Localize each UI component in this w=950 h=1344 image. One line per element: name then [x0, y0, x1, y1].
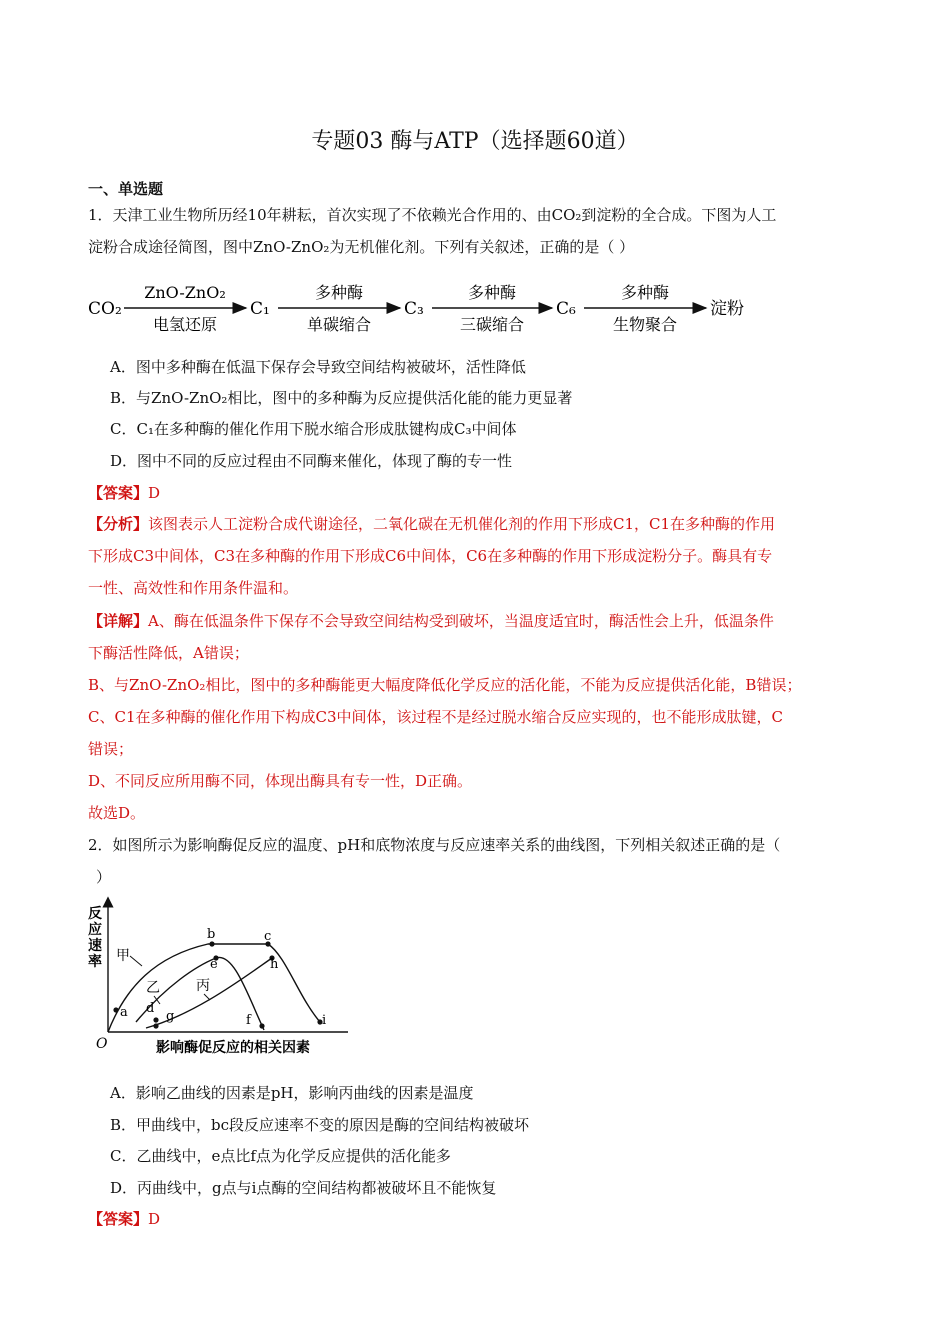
arrow-3-top: 多种酶	[467, 283, 517, 302]
q2-stem-line-1: 2．如图所示为影响酶促反应的温度、pH和底物浓度与反应速率关系的曲线图，下列相关叙述正确的是（	[88, 836, 781, 854]
point-label-a: a	[120, 1005, 128, 1020]
y-label-char-1: 反	[88, 906, 102, 922]
q1-stem-line-2: 淀粉合成途径简图，图中ZnO-ZnO₂为无机催化剂。下列有关叙述，正确的是（ ）	[88, 238, 635, 256]
point-a	[113, 1007, 118, 1012]
q1-detail-line-4: C、C1在多种酶的催化作用下构成C3中间体，该过程不是经过脱水缩合反应实现的，也不能形成肽键，C	[88, 708, 783, 726]
y-label-char-3: 速	[88, 938, 102, 954]
q1-detail-line-1	[88, 610, 774, 631]
diagram-start: CO₂	[88, 299, 122, 319]
arrow-2-bottom: 单碳缩合	[306, 315, 372, 334]
q1-pathway-diagram	[86, 276, 766, 340]
q2-enzyme-graph	[86, 896, 356, 1062]
point-d	[153, 1017, 158, 1022]
arrow-3-bottom: 三碳缩合	[459, 315, 525, 334]
curve-label-bing: 丙	[196, 978, 210, 994]
arrow-2-target: C₃	[404, 299, 424, 319]
q1-detail-tag: 【详解】	[88, 612, 149, 630]
y-label-char-2: 应	[88, 922, 102, 938]
arrow-1-target: C₁	[250, 299, 270, 319]
q2-answer-tag: 【答案】	[88, 1210, 149, 1228]
q2-option-d: D．丙曲线中，g点与i点酶的空间结构都被破坏且不能恢复	[110, 1179, 497, 1197]
point-label-i: i	[322, 1013, 327, 1028]
q1-option-c: C．C₁在多种酶的催化作用下脱水缩合形成肽键构成C₃中间体	[110, 420, 517, 438]
section-heading: 一、单选题	[88, 180, 164, 198]
q2-option-a: A．影响乙曲线的因素是pH，影响丙曲线的因素是温度	[110, 1084, 474, 1102]
q1-detail-line-3: B、与ZnO-ZnO₂相比，图中的多种酶能更大幅度降低化学反应的活化能，不能为反应提供活化能，B错误；	[88, 676, 802, 694]
point-label-g: g	[166, 1009, 175, 1024]
q1-analysis-line-1	[88, 513, 775, 534]
point-label-c: c	[264, 929, 272, 944]
q1-answer-value: D	[148, 484, 161, 502]
q1-option-b: B．与ZnO-ZnO₂相比，图中的多种酶为反应提供活化能的能力更显著	[110, 389, 573, 407]
point-f	[259, 1023, 264, 1028]
q1-answer-tag: 【答案】	[88, 484, 149, 502]
arrow-2-top: 多种酶	[314, 283, 364, 302]
point-g	[153, 1023, 158, 1028]
point-label-h: h	[270, 957, 279, 972]
q1-stem-line-1: 1．天津工业生物所历经10年耕耘，首次实现了不依赖光合作用的、由CO₂到淀粉的全合成。下图为人工	[88, 206, 777, 224]
arrow-1-top: ZnO-ZnO₂	[144, 283, 226, 302]
q1-answer	[88, 482, 160, 503]
q2-answer-value: D	[148, 1210, 161, 1228]
graph-x-label: 影响酶促反应的相关因素	[156, 1040, 310, 1056]
point-label-d: d	[146, 1001, 155, 1016]
page-title: 专题03 酶与ATP（选择题60道）	[311, 129, 639, 154]
q1-detail-text-1: A、酶在低温条件下保存不会导致空间结构受到破坏，当温度适宜时，酶活性会上升，低温条件	[148, 612, 774, 630]
q1-analysis-tag: 【分析】	[88, 515, 149, 533]
arrow-1-bottom: 电氢还原	[152, 315, 218, 334]
q2-answer	[88, 1208, 160, 1229]
q1-analysis-line-3: 一性、高效性和作用条件温和。	[88, 579, 299, 597]
arrow-4-top: 多种酶	[620, 283, 670, 302]
arrow-4-target: 淀粉	[710, 299, 744, 319]
point-label-e: e	[210, 957, 218, 972]
q1-option-a: A．图中多种酶在低温下保存会导致空间结构被破坏，活性降低	[110, 358, 526, 376]
q2-stem-line-2: ）	[96, 868, 112, 886]
q1-analysis-line-2: 下形成C3中间体，C3在多种酶的作用下形成C6中间体，C6在多种酶的作用下形成淀粉分子。酶具有专	[88, 547, 773, 565]
q1-detail-line-5: 错误；	[88, 740, 134, 758]
point-b	[209, 941, 214, 946]
arrow-3-target: C₆	[556, 299, 576, 319]
q1-option-d: D．图中不同的反应过程由不同酶来催化，体现了酶的专一性	[110, 452, 513, 470]
y-label-char-4: 率	[88, 954, 102, 970]
q1-analysis-text-1: 该图表示人工淀粉合成代谢途径，二氧化碳在无机催化剂的作用下形成C1，C1在多种酶的作用	[148, 515, 776, 533]
graph-origin: O	[96, 1036, 108, 1052]
q2-option-c: C．乙曲线中，e点比f点为化学反应提供的活化能多	[110, 1147, 451, 1165]
q2-option-b: B．甲曲线中，bc段反应速率不变的原因是酶的空间结构被破坏	[110, 1116, 530, 1134]
point-label-f: f	[246, 1013, 251, 1028]
curve-label-yi: 乙	[146, 980, 160, 996]
q1-detail-line-2: 下酶活性降低，A错误；	[88, 644, 249, 662]
q1-detail-line-7: 故选D。	[88, 804, 146, 822]
graph-y-label	[88, 905, 102, 970]
arrow-4-bottom: 生物聚合	[612, 315, 678, 334]
q1-detail-line-6: D、不同反应所用酶不同，体现出酶具有专一性，D正确。	[88, 772, 473, 790]
point-label-b: b	[207, 927, 216, 942]
curve-label-jia: 甲	[116, 948, 130, 964]
